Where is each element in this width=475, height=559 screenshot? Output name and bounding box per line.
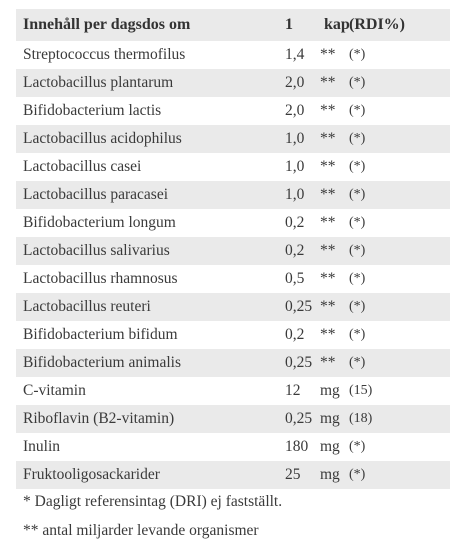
row-name: Bifidobacterium longum — [23, 214, 176, 231]
row-name: Lactobacillus reuteri — [23, 298, 151, 315]
row-name: Bifidobacterium animalis — [23, 354, 181, 371]
footnote-dri: * Dagligt referensintag (DRI) ej fastställt. — [23, 493, 283, 510]
table-row — [16, 41, 450, 69]
row-unit: mg — [320, 438, 340, 455]
row-unit: ** — [320, 242, 336, 259]
row-rdi: (*) — [349, 75, 366, 90]
row-rdi: (15) — [349, 383, 373, 398]
row-amount: 25 — [285, 466, 301, 483]
table-row — [16, 461, 450, 489]
row-unit: ** — [320, 326, 336, 343]
table-row — [16, 433, 450, 461]
row-rdi: (*) — [349, 243, 366, 258]
row-name: Bifidobacterium bifidum — [23, 326, 178, 343]
table-row — [16, 237, 450, 265]
row-name: Lactobacillus acidophilus — [23, 130, 182, 147]
row-amount: 1,4 — [285, 46, 305, 63]
row-rdi: (*) — [349, 103, 366, 118]
table-body — [16, 41, 450, 489]
row-amount: 1,0 — [285, 130, 305, 147]
table-row — [16, 377, 450, 405]
row-unit: ** — [320, 354, 336, 371]
header-name: Innehåll per dagsdos om — [23, 16, 191, 33]
row-rdi: (*) — [349, 355, 366, 370]
row-rdi: (*) — [349, 271, 366, 286]
table-row — [16, 181, 450, 209]
row-name: Inulin — [23, 438, 61, 455]
header-unit: kap — [324, 16, 350, 33]
table-row — [16, 153, 450, 181]
row-name: Riboflavin (B2-vitamin) — [23, 410, 175, 427]
row-unit: ** — [320, 158, 336, 175]
row-amount: 0,2 — [285, 326, 305, 343]
table-row — [16, 125, 450, 153]
row-amount: 180 — [285, 438, 309, 455]
row-unit: ** — [320, 74, 336, 91]
table-row — [16, 97, 450, 125]
row-amount: 1,0 — [285, 158, 305, 175]
row-unit: ** — [320, 46, 336, 63]
table-row — [16, 293, 450, 321]
row-rdi: (*) — [349, 187, 366, 202]
row-amount: 0,25 — [285, 410, 313, 427]
row-name: Lactobacillus paracasei — [23, 186, 169, 203]
row-unit: ** — [320, 298, 336, 315]
table-row — [16, 321, 450, 349]
row-name: Streptococcus thermofilus — [23, 46, 186, 63]
row-unit: ** — [320, 214, 336, 231]
row-name: Lactobacillus salivarius — [23, 242, 170, 259]
nutrition-table — [16, 9, 450, 489]
row-name: Lactobacillus rhamnosus — [23, 270, 178, 287]
row-name: C-vitamin — [23, 382, 86, 399]
row-name: Fruktooligosackarider — [23, 466, 160, 483]
row-amount: 0,2 — [285, 214, 305, 231]
table-header — [16, 9, 450, 41]
header-amount: 1 — [285, 16, 293, 33]
footnotes — [23, 487, 282, 545]
row-amount: 2,0 — [285, 74, 305, 91]
row-unit: ** — [320, 270, 336, 287]
row-rdi: (18) — [349, 411, 373, 426]
row-rdi: (*) — [349, 467, 366, 482]
row-rdi: (*) — [349, 327, 366, 342]
row-unit: ** — [320, 186, 336, 203]
row-amount: 0,25 — [285, 298, 313, 315]
row-amount: 0,5 — [285, 270, 305, 287]
row-unit: ** — [320, 102, 336, 119]
row-amount: 12 — [285, 382, 301, 399]
row-amount: 2,0 — [285, 102, 305, 119]
table-row — [16, 69, 450, 97]
row-rdi: (*) — [349, 47, 366, 62]
row-rdi: (*) — [349, 299, 366, 314]
row-amount: 0,25 — [285, 354, 313, 371]
table-row — [16, 405, 450, 433]
footnote-organisms: ** antal miljarder levande organismer — [23, 522, 259, 539]
row-rdi: (*) — [349, 159, 366, 174]
row-rdi: (*) — [349, 131, 366, 146]
header-rdi: (RDI%) — [349, 16, 405, 33]
row-unit: mg — [320, 382, 340, 399]
row-amount: 1,0 — [285, 186, 305, 203]
row-rdi: (*) — [349, 439, 366, 454]
row-name: Lactobacillus plantarum — [23, 74, 174, 91]
row-name: Lactobacillus casei — [23, 158, 142, 175]
row-unit: mg — [320, 466, 340, 483]
table-row — [16, 349, 450, 377]
table-row — [16, 209, 450, 237]
row-amount: 0,2 — [285, 242, 305, 259]
row-name: Bifidobacterium lactis — [23, 102, 162, 119]
table-row — [16, 265, 450, 293]
row-unit: mg — [320, 410, 340, 427]
row-unit: ** — [320, 130, 336, 147]
row-rdi: (*) — [349, 215, 366, 230]
